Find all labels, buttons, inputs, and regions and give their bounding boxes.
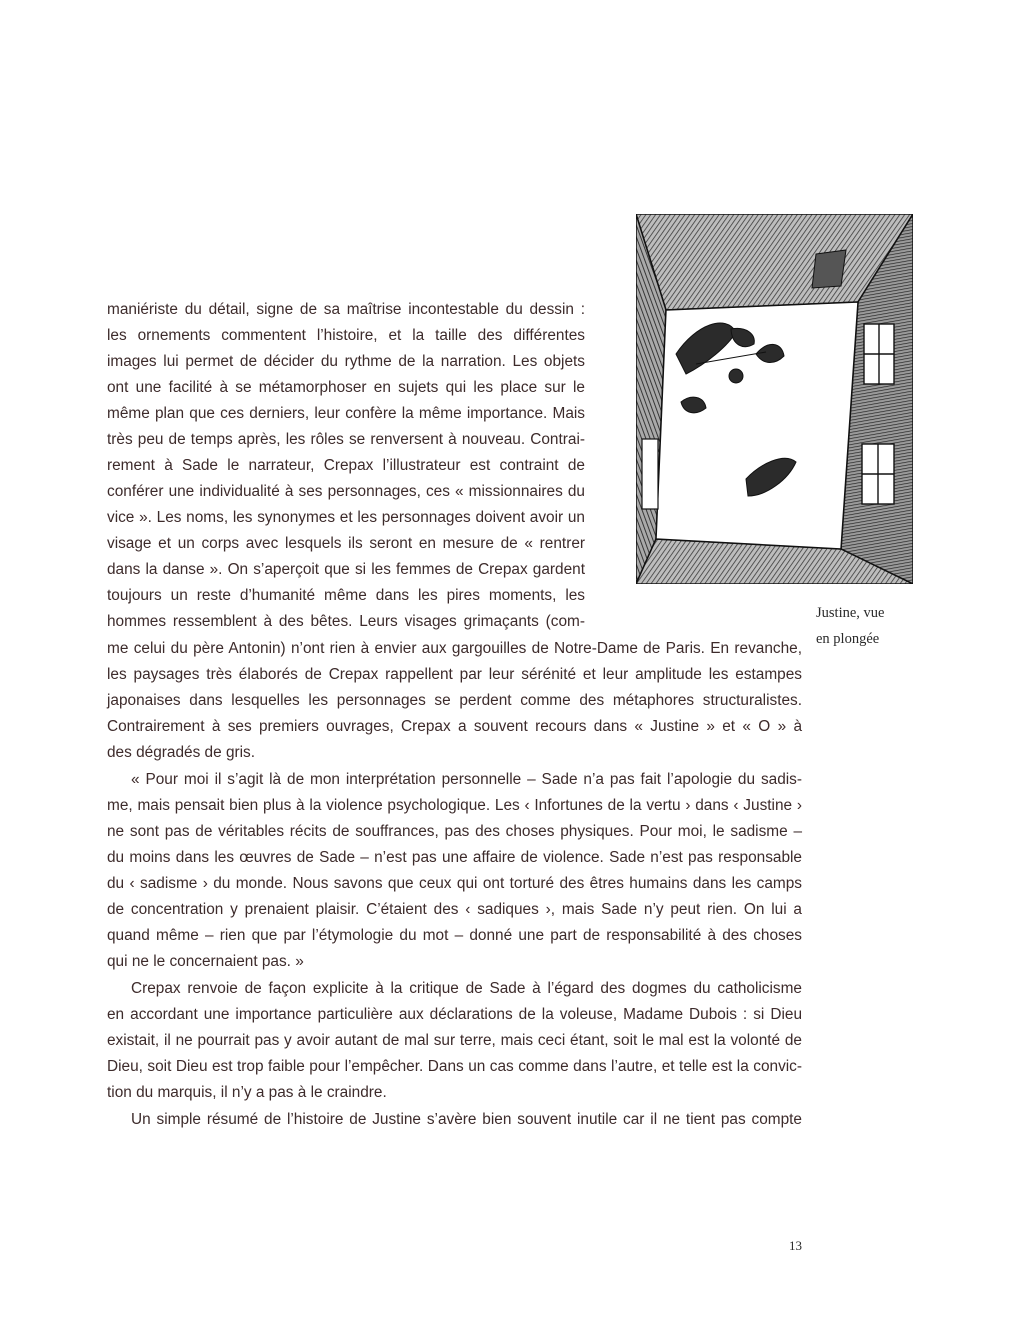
body-text-line: Dieu, soit Dieu est trop faible pour l’empêcher. Dans un cas comme dans l’autre, et telle est la convic- (107, 1058, 802, 1075)
body-text-line: « Pour moi il s’agit là de mon interprétation personnelle – Sade n’a pas fait l’apologie du sadis- (131, 771, 802, 788)
body-text-line: me, mais pensait bien plus à la violence psychologique. Les ‹ Infortunes de la vertu › dans ‹ Justine › (107, 797, 802, 814)
body-text-line: vice ». Les noms, les synonymes et les personnages doivent avoir un (107, 509, 585, 526)
body-text-line: rement à Sade le narrateur, Crepax l’illustrateur est contraint de (107, 457, 585, 474)
body-text-line: conférer une individualité à ses personnages, ces « missionnaires du (107, 483, 585, 500)
figure-caption-line: en plongée (816, 631, 880, 647)
body-text-line: du moins dans les œuvres de Sade – n’est pas une affaire de violence. Sade n’est pas responsable (107, 849, 802, 866)
body-text-line: ont une facilité à se métamorphoser en sujets qui les place sur le (107, 379, 585, 396)
body-text-line: Un simple résumé de l’histoire de Justine s’avère bien souvent inutile car il ne tient pas compte (131, 1111, 802, 1128)
body-text-line: en accordant une importance particulière aux déclarations de la voleuse, Madame Dubois : si Dieu (107, 1006, 802, 1023)
body-text-line: très peu de temps après, les rôles se renversent à nouveau. Contrai- (107, 431, 585, 448)
body-text-line: japonaises dans lesquelles les personnages se perdent comme des métaphores structuralistes. (107, 692, 802, 709)
body-text-line: maniériste du détail, signe de sa maîtrise incontestable du dessin : (107, 301, 585, 318)
body-text-line: ne sont pas de véritables récits de souffrances, pas des choses physiques. Pour moi, le sadisme – (107, 823, 802, 840)
body-text-line: les ornements commentent l’histoire, et la taille des différentes (107, 327, 585, 344)
body-text-line: Contrairement à ses premiers ouvrages, Crepax a souvent recours dans « Justine » et « O » à (107, 718, 802, 735)
page-number: 13 (789, 1238, 802, 1253)
room-drawing (636, 214, 913, 584)
body-text-line: images lui permet de décider du rythme de la narration. Les objets (107, 353, 585, 370)
body-text-line: visage et un corps avec lesquels ils seront en mesure de « rentrer (107, 535, 585, 552)
body-text-line: du ‹ sadisme › du monde. Nous savons que ceux qui ont torturé des êtres humains dans les camps (107, 875, 802, 892)
body-text-line: me celui du père Antonin) n’ont rien à envier aux gargouilles de Notre-Dame de Paris. En revanche, (107, 640, 802, 657)
body-text-line: les paysages très élaborés de Crepax rappellent par leur sérénité et leur amplitude les estampes (107, 666, 802, 683)
body-text-line: existait, il ne pourrait pas y avoir autant de mal sur terre, mais ceci étant, soit le mal est la volonté de (107, 1032, 802, 1049)
body-text-line: quand même – rien que par l’étymologie du mot – donné une part de responsabilité à des choses (107, 927, 802, 944)
body-text-line: même plan que ces derniers, leur confère la même importance. Mais (107, 405, 585, 422)
body-text-line: toujours un reste d’humanité même dans les pires moments, les (107, 587, 585, 604)
body-text-line: hommes ressemblent à des bêtes. Leurs visages grimaçants (com- (107, 613, 585, 630)
body-text-line: qui ne le concernaient pas. » (107, 953, 304, 970)
body-text-line: tion du marquis, il n’y a pas à le craindre. (107, 1084, 387, 1101)
body-text-line: dans la danse ». On s’aperçoit que si les femmes de Crepax gardent (107, 561, 585, 578)
figure-caption-line: Justine, vue (816, 605, 885, 621)
body-text-line: des dégradés de gris. (107, 744, 256, 761)
room-illustration (636, 214, 913, 584)
body-text-line: de concentration y prenaient plaisir. C’étaient des ‹ sadiques ›, mais Sade n’y peut rien. On lui a (107, 901, 802, 918)
body-text-line: Crepax renvoie de façon explicite à la critique de Sade à l’égard des dogmes du catholicisme (131, 980, 802, 997)
